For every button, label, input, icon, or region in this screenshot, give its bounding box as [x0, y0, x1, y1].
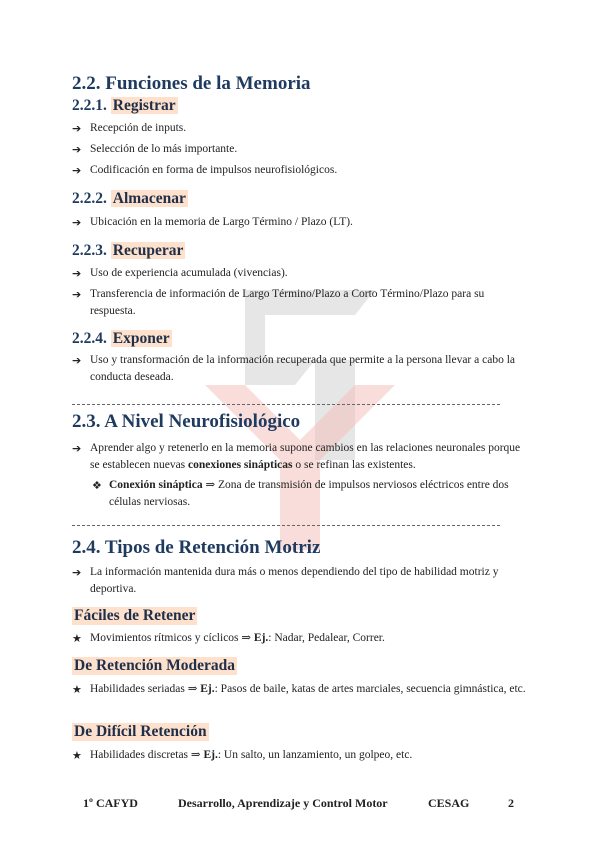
- subsection-almacenar-heading: [72, 190, 188, 208]
- footer-course: 1º CAFYD: [83, 796, 138, 810]
- arrow-bullet-icon: ➔: [72, 216, 82, 229]
- list-item: ★ Movimientos rítmicos y cíclicos ⇒ Ej.: Nadar, Pedalear, Correr.: [72, 632, 385, 645]
- subsection-number: 2.2.1.: [72, 97, 107, 114]
- definition-term: Conexión sináptica: [109, 479, 203, 491]
- list-item: ➔ Recepción de inputs.: [72, 122, 187, 135]
- subsection-number: 2.2.3.: [72, 242, 107, 259]
- list-item: ➔ Transferencia de información de Largo Término/Plazo a Corto Término/Plazo para su respuesta.: [72, 288, 485, 317]
- section-separator: [72, 525, 500, 526]
- subsection-recuperar-heading: [72, 242, 185, 260]
- footer-subject: Desarrollo, Aprendizaje y Control Motor: [178, 796, 388, 810]
- star-bullet-icon: ★: [72, 683, 82, 696]
- list-item: ➔ Selección de lo más importante.: [72, 143, 238, 156]
- star-bullet-icon: ★: [72, 749, 82, 762]
- arrow-bullet-icon: ➔: [72, 288, 82, 301]
- section-separator: [72, 404, 500, 405]
- list-item: ➔ Uso de experiencia acumulada (vivencias).: [72, 267, 288, 280]
- subsection-registrar-heading: [72, 97, 178, 115]
- subsection-label: Registrar: [112, 97, 176, 114]
- list-item: ★ Habilidades seriadas ⇒ Ej.: Pasos de baile, katas de artes marciales, secuencia gimnástica, etc.: [72, 683, 526, 696]
- subsection-label: Almacenar: [112, 190, 186, 207]
- sub-list-item: ❖ Conexión sináptica ⇒ Zona de transmisión de impulsos nerviosos eléctricos entre dos células nerviosas.: [92, 479, 509, 508]
- list-item: ➔ Uso y transformación de la información recuperada que permite a la persona llevar a cabo la conducta deseada.: [72, 354, 515, 383]
- subsection-label: Recuperar: [112, 242, 184, 259]
- star-bullet-icon: ★: [72, 632, 82, 645]
- subsection-number: 2.2.4.: [72, 330, 107, 347]
- arrow-bullet-icon: ➔: [72, 122, 82, 135]
- footer-page-number: 2: [508, 796, 514, 810]
- section-2-2-title: 2.2. Funciones de la Memoria: [72, 73, 311, 94]
- arrow-bullet-icon: ➔: [72, 267, 82, 280]
- list-item: ➔ Codificación en forma de impulsos neurofisiológicos.: [72, 164, 338, 177]
- section-2-3-title: 2.3. A Nivel Neurofisiológico: [72, 411, 301, 432]
- diamond-bullet-icon: ❖: [92, 479, 102, 492]
- arrow-bullet-icon: ➔: [72, 164, 82, 177]
- faciles-heading: Fáciles de Retener: [74, 607, 196, 624]
- dificil-heading: De Difícil Retención: [74, 723, 207, 740]
- list-item: ➔ La información mantenida dura más o menos dependiendo del tipo de habilidad motriz y deportiva.: [72, 566, 499, 595]
- arrow-bullet-icon: ➔: [72, 566, 82, 579]
- list-item: ➔ Aprender algo y retenerlo en la memoria supone cambios en las relaciones neuronales porque se establecen nuevas conexiones sinápticas o se refinan las existentes.: [72, 442, 521, 471]
- implies-arrow-icon: ⇒: [205, 479, 216, 491]
- list-item: ★ Habilidades discretas ⇒ Ej.: Un salto, un lanzamiento, un golpeo, etc.: [72, 749, 413, 762]
- subsection-number: 2.2.2.: [72, 190, 107, 207]
- list-item: ➔ Ubicación en la memoria de Largo Término / Plazo (LT).: [72, 216, 353, 229]
- section-2-4-title: 2.4. Tipos de Retención Motriz: [72, 537, 321, 558]
- footer-school: CESAG: [428, 796, 470, 810]
- arrow-bullet-icon: ➔: [72, 143, 82, 156]
- moderada-heading: De Retención Moderada: [74, 657, 235, 674]
- subsection-exponer-heading: [72, 330, 172, 348]
- subsection-label: Exponer: [112, 330, 170, 347]
- arrow-bullet-icon: ➔: [72, 442, 82, 455]
- bold-term: conexiones sinápticas: [188, 459, 293, 471]
- arrow-bullet-icon: ➔: [72, 354, 82, 367]
